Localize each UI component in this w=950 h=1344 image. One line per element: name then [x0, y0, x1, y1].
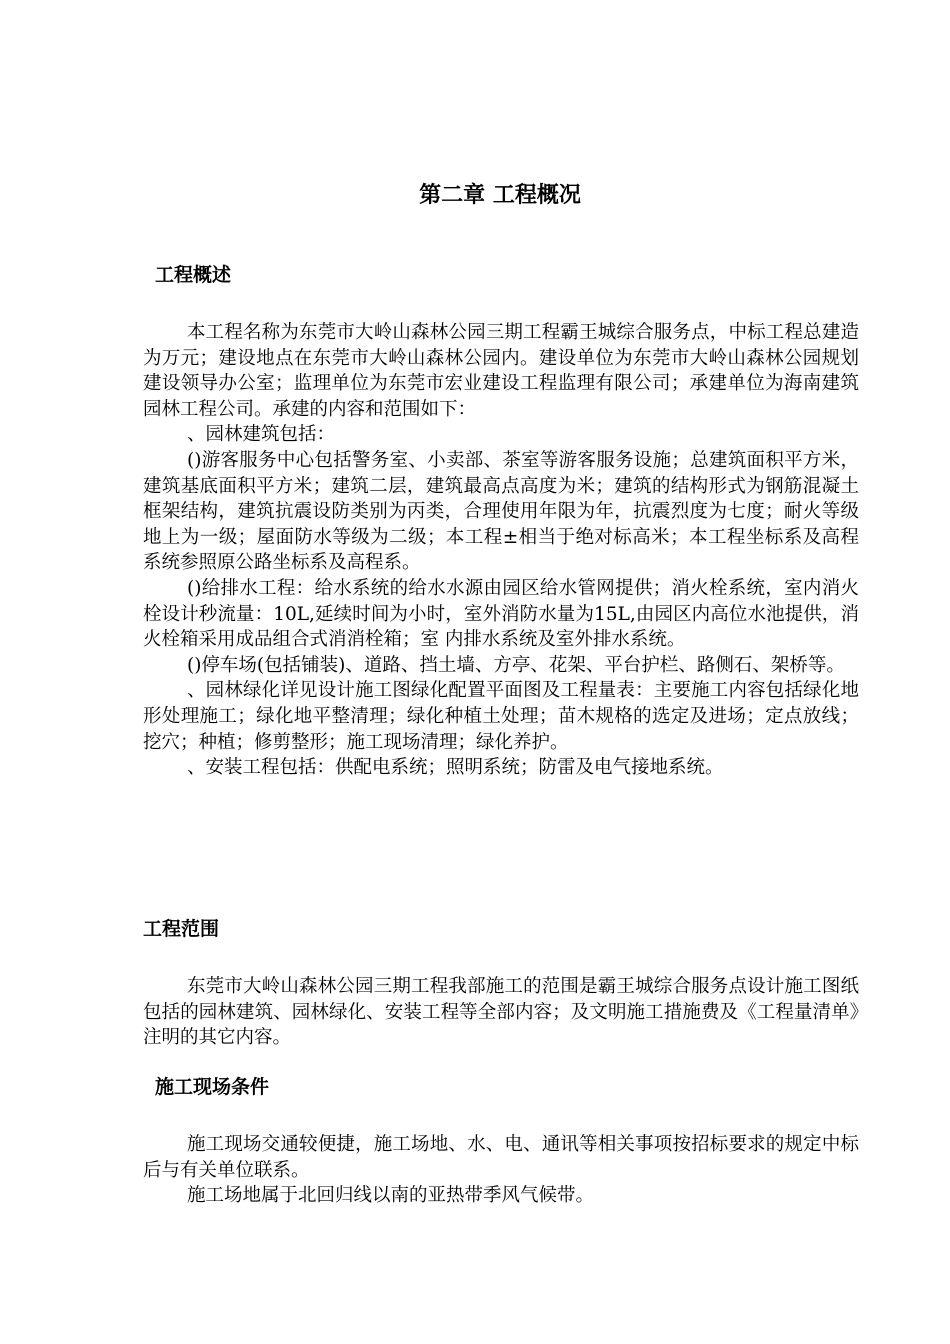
section-body-site-conditions [143, 1132, 859, 1209]
paragraph: ()游客服务中心包括警务室、小卖部、茶室等游客服务设施；总建筑面积平方米，建筑基底面积平方米；建筑二层，建筑最高点高度为米；建筑的结构形式为钢筋混凝土框架结构，建筑抗震设防类别为丙类，合理使用年限为年，抗震烈度为七度；耐火等级地上为一级；屋面防水等级为二级；本工程±相当于绝对标高米；本工程坐标系及高程系统参照原公路坐标系及高程系。 [143, 449, 859, 574]
section-heading-scope: 工程范围 [143, 918, 220, 940]
section-heading-overview: 工程概述 [155, 264, 232, 286]
paragraph: 东莞市大岭山森林公园三期工程我部施工的范围是霸王城综合服务点设计施工图纸包括的园林建筑、园林绿化、安装工程等全部内容；及文明施工措施费及《工程量清单》注明的其它内容。 [143, 976, 859, 1049]
paragraph: 、园林建筑包括： [187, 424, 336, 446]
section-heading-site-conditions: 施工现场条件 [155, 1076, 270, 1098]
paragraph: 施工现场交通较便捷，施工场地、水、电、通讯等相关事项按招标要求的规定中标后与有关单位联系。 [143, 1134, 859, 1181]
paragraph: 、安装工程包括：供配电系统；照明系统；防雷及电气接地系统。 [187, 757, 724, 779]
paragraph: ()给排水工程：给水系统的给水水源由园区给水管网提供；消火栓系统，室内消火栓设计秒流量：10L,延续时间为小时，室外消防水量为15L,由园区内高位水池提供，消火栓箱采用成品组合式消消栓箱；室 内排水系统及室外排水系统。 [143, 577, 859, 651]
section-body-scope [143, 974, 859, 1051]
paragraph: 施工场地属于北回归线以南的亚热带季风气候带。 [187, 1185, 595, 1207]
paragraph: ()停车场(包括铺装)、道路、挡土墙、方亭、花架、平台护栏、路侧石、架桥等。 [187, 654, 845, 676]
section-body-overview [143, 320, 859, 781]
paragraph: 、园林绿化详见设计施工图绿化配置平面图及工程量表：主要施工内容包括绿化地形处理施工；绿化地平整清理；绿化种植土处理；苗木规格的选定及进场；定点放线；挖穴；种植；修剪整形；施工现场清理；绿化养护。 [143, 680, 859, 753]
paragraph: 本工程名称为东莞市大岭山森林公园三期工程霸王城综合服务点，中标工程总建造为万元；建设地点在东莞市大岭山森林公园内。建设单位为东莞市大岭山森林公园规划建设领导办公室；监理单位为东莞市宏业建设工程监理有限公司；承建单位为海南建筑园林工程公司。承建的内容和范围如下： [143, 322, 859, 420]
chapter-title: 第二章 工程概况 [419, 183, 581, 208]
